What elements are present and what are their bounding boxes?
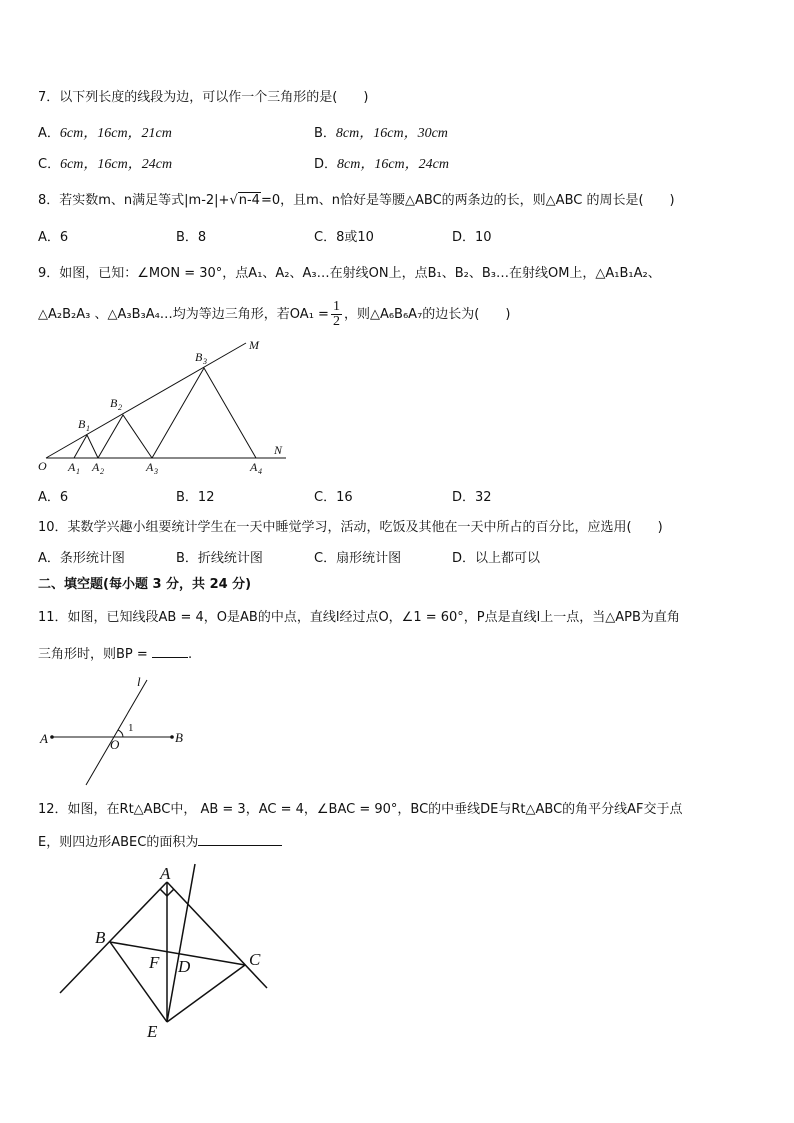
label-angle-1: 1 (128, 722, 134, 734)
label-m: M (249, 338, 259, 352)
label-f: F (149, 953, 160, 972)
q12-line2: E，则四边形ABEC的面积为 (38, 833, 282, 852)
q7-option-b[interactable]: B．8cm，16cm，30cm (314, 126, 448, 141)
label-c: C (249, 950, 261, 969)
perpendicular-bisector-de (167, 864, 195, 1022)
label-a1: A (68, 460, 76, 474)
section-title: 二、填空题(每小题 3 分，共 24 分) (38, 577, 252, 592)
answer-blank[interactable] (198, 833, 282, 846)
q8-stem: 8．若实数m、n满足等式|m-2|+√n-4=0，且m、n恰好是等腰△ABC的两条边的长，则△ABC 的周长是( ) (38, 193, 675, 208)
label-o: O (110, 737, 120, 752)
label-b1: B (78, 417, 86, 431)
q10-option-a[interactable]: A．条形统计图 (38, 551, 125, 566)
q10-option-b[interactable]: B．折线统计图 (176, 551, 263, 566)
q8-radicand: n-4 (238, 193, 260, 208)
triangle-3 (152, 368, 256, 458)
q8-option-d[interactable]: D．10 (452, 230, 492, 245)
sqrt-symbol: √ (229, 193, 238, 208)
q10-stem: 10．某数学兴趣小组要统计学生在一天中睡觉学习，活动，吃饭及其他在一天中所占的百分比，应选用( ) (38, 520, 663, 535)
extended-ab (60, 882, 167, 993)
label-b2-sub: 2 (118, 403, 122, 412)
label-o: O (38, 459, 47, 473)
q12-line1: 12．如图，在Rt△ABC中， AB = 3，AC = 4，∠BAC = 90°，BC的中垂线DE与Rt△ABC的角平分线AF交于点 (38, 802, 683, 817)
label-b3: B (195, 350, 203, 364)
label-l: l (137, 674, 141, 689)
q7-option-d[interactable]: D．8cm，16cm，24cm (314, 157, 449, 172)
q8-option-b[interactable]: B．8 (176, 230, 207, 245)
q10-option-d[interactable]: D．以上都可以 (452, 551, 541, 566)
label-e: E (147, 1022, 158, 1041)
label-a: A (40, 731, 48, 746)
angle-1-arc (118, 730, 123, 737)
q11-line2: 三角形时，则BP = . (38, 647, 193, 662)
q11-figure (38, 672, 198, 790)
ray-om (46, 343, 246, 458)
label-d: D (178, 957, 191, 976)
q10-option-c[interactable]: C．扇形统计图 (314, 551, 402, 566)
label-b: B (95, 928, 106, 947)
q7-option-a[interactable]: A．6cm，16cm，21cm (38, 126, 172, 141)
label-b1-sub: 1 (86, 424, 90, 433)
label-a4-sub: 4 (258, 467, 262, 476)
label-b: B (175, 730, 183, 745)
q9-line1: 9．如图，已知：∠MON = 30°，点A₁、A₂、A₃…在射线ON上，点B₁、B₂、B₃…在射线OM上，△A₁B₁A₂、 (38, 266, 661, 281)
q11-line1: 11．如图，已知线段AB = 4，O是AB的中点，直线l经过点O，∠1 = 60°，P点是直线l上一点，当△APB为直角 (38, 610, 680, 625)
q9-option-d[interactable]: D．32 (452, 490, 492, 505)
label-a3: A (146, 460, 154, 474)
q9-figure (30, 335, 300, 480)
label-a1-sub: 1 (76, 467, 80, 476)
label-b2: B (110, 396, 118, 410)
fraction-one-half: $\frac{1}{2}$ (332, 299, 340, 329)
label-a2-sub: 2 (100, 467, 104, 476)
label-b3-sub: 3 (203, 357, 207, 366)
triangle-1 (74, 435, 98, 458)
answer-blank[interactable] (152, 645, 188, 658)
q8-option-c[interactable]: C．8或10 (314, 230, 374, 245)
label-n: N (274, 443, 283, 457)
q9-option-c[interactable]: C．16 (314, 490, 353, 505)
q8-option-a[interactable]: A．6 (38, 230, 69, 245)
line-l (86, 680, 147, 785)
label-a3-sub: 3 (154, 467, 158, 476)
label-a2: A (92, 460, 100, 474)
q12-figure (55, 862, 280, 1041)
q9-line2: △A₂B₂A₃ 、△A₃B₃A₄…均为等边三角形，若OA₁ = $\frac{1}{2}$ ，则△A₆B₆A₇的边长为( ) (38, 299, 511, 329)
q9-option-a[interactable]: A．6 (38, 490, 69, 505)
q7-stem: 7．以下列长度的线段为边，可以作一个三角形的是( ) (38, 90, 369, 105)
label-a: A (160, 864, 171, 883)
triangle-2 (98, 415, 152, 458)
q7-option-c[interactable]: C．6cm，16cm，24cm (38, 157, 173, 172)
label-a4: A (250, 460, 258, 474)
q9-option-b[interactable]: B．12 (176, 490, 215, 505)
